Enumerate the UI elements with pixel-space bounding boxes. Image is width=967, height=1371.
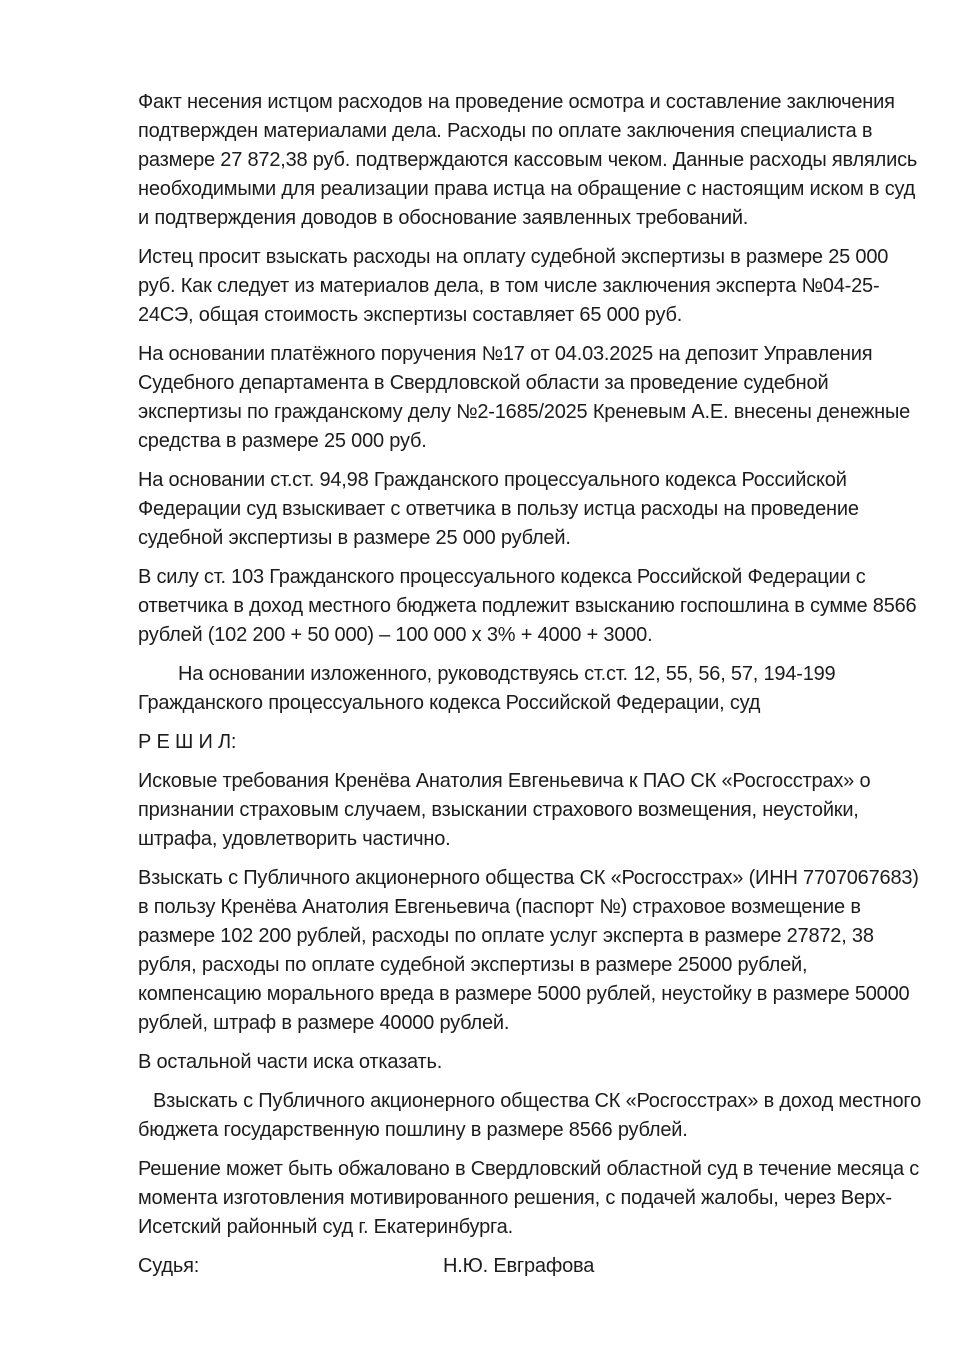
paragraph-claims-partially-satisfied: Исковые требования Кренёва Анатолия Евгеньевича к ПАО СК «Росгосстрах» о признании страховым случаем, взыскании страхового возмещения, неустойки, штрафа, удовлетворить частично. — [138, 770, 871, 850]
paragraph-state-duty-recovery: Взыскать с Публичного акционерного общества СК «Росгосстрах» в доход местного бюджета государственную пошлину в размере 8566 рублей. — [138, 1090, 921, 1141]
paragraph-recovery-amounts: Взыскать с Публичного акционерного общества СК «Росгосстрах» (ИНН 7707067683) в пользу Кренёва Анатолия Евгеньевича (паспорт №) страховое возмещение в размере 102 200 рублей, расходы по оплате услуг эксперта в размере 27872, 38 рубля, расходы по оплате судебной экспертизы в размере 25000 рублей, компенсацию морального вреда в размере 5000 рублей, неустойку в размере 50000 рублей, штраф в размере 40000 рублей. — [138, 867, 919, 1034]
paragraph-inspection-costs: Факт несения истцом расходов на проведение осмотра и составление заключения подтвержден материалами дела. Расходы по оплате заключения специалиста в размере 27 872,38 руб. подтверждаются кассовым чеком. Данные расходы являлись необходимыми для реализации права истца на обращение с настоящим иском в суд и подтверждения доводов в обоснование заявленных требований. — [138, 91, 918, 229]
paragraph-rest-denied: В остальной части иска отказать. — [138, 1051, 443, 1073]
resolution-heading: Р Е Ш И Л: — [138, 731, 237, 753]
judge-label: Судья: — [138, 1255, 200, 1277]
paragraph-state-duty-calc: В силу ст. 103 Гражданского процессуального кодекса Российской Федерации с ответчика в доход местного бюджета подлежит взысканию госпошлина в сумме 8566 рублей (102 200 + 50 000) – 100 000 х 3% + 4000 + 3000. — [138, 566, 917, 646]
paragraph-expertise-request: Истец просит взыскать расходы на оплату судебной экспертизы в размере 25 000 руб. Как следует из материалов дела, в том числе заключения эксперта №04-25-24СЭ, общая стоимость экспертизы составляет 65 000 руб. — [138, 246, 889, 326]
court-decision-text — [138, 88, 928, 1291]
paragraph-appeal-info: Решение может быть обжаловано в Свердловский областной суд в течение месяца с момента изготовления мотивированного решения, с подачей жалобы, через Верх-Исетский районный суд г. Екатеринбурга. — [138, 1158, 920, 1238]
signature-row — [138, 1252, 928, 1281]
paragraph-ruling-basis: На основании изложенного, руководствуясь ст.ст. 12, 55, 56, 57, 194-199 Гражданского процессуального кодекса Российской Федерации, суд — [138, 663, 836, 714]
paragraph-code-articles-94-98: На основании ст.ст. 94,98 Гражданского процессуального кодекса Российской Федерации суд взыскивает с ответчика в пользу истца расходы на проведение судебной экспертизы в размере 25 000 рублей. — [138, 469, 859, 549]
judge-name: Н.Ю. Евграфова — [443, 1255, 595, 1277]
paragraph-payment-order: На основании платёжного поручения №17 от 04.03.2025 на депозит Управления Судебного департамента в Свердловской области за проведение судебной экспертизы по гражданскому делу №2-1685/2025 Креневым А.Е. внесены денежные средства в размере 25 000 руб. — [138, 343, 911, 452]
